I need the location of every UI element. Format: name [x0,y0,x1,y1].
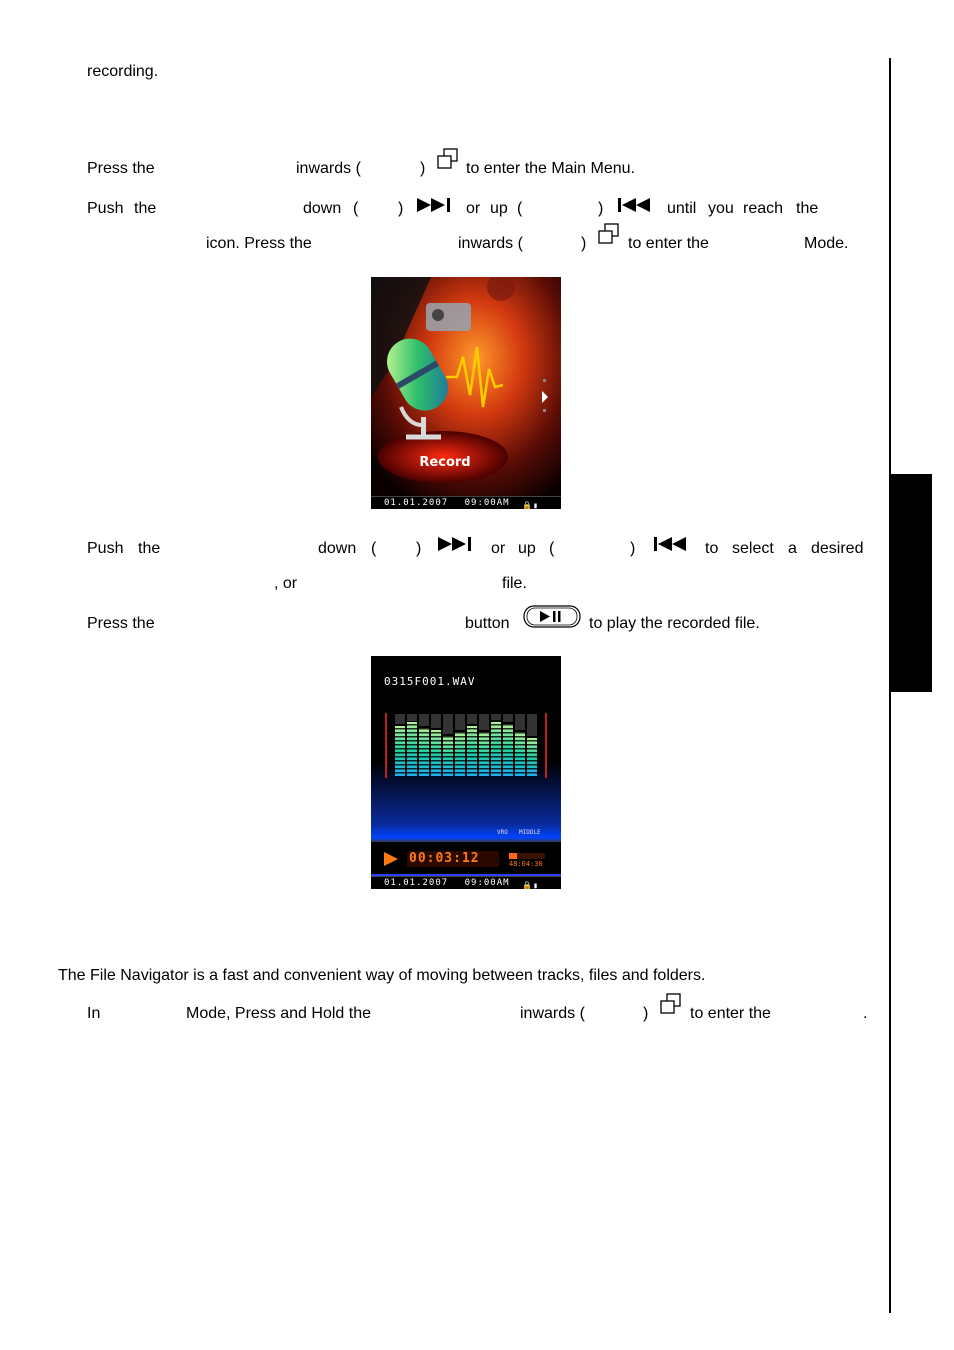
status-time: 09:00AM [464,498,510,508]
text-paren: ) [598,200,604,217]
text-in: In [87,1005,101,1022]
text-press-the: Press the [87,160,155,177]
text-or: or [491,540,506,557]
text-paren: ) [416,540,422,557]
text-push: Push [87,540,124,557]
next-track-icon [437,535,477,553]
eq-preset-label: MIDDLE [519,829,541,836]
record-label: Record [419,455,471,470]
status-date: 01.01.2007 [384,878,449,888]
text-desired: desired [811,540,864,557]
text-a: a [788,540,797,557]
text-mode: Mode. [804,235,849,252]
text-reach: reach [743,200,784,217]
playback-filename: 0315F001.WAV [384,675,476,688]
text-down: down [318,540,357,557]
text-or: , or [274,575,298,592]
text-or: or [466,200,481,217]
text-inwards: inwards ( [520,1005,585,1022]
text-paren: ) [398,200,404,217]
text-you: you [708,200,734,217]
text-icon-press-the: icon. Press the [206,235,312,252]
section-tab [891,474,932,692]
text-paren: ( [371,540,377,557]
text-the: the [134,200,157,217]
playback-screen [371,656,561,889]
text-up: up [490,200,508,217]
text-inwards: inwards ( [296,160,361,177]
lock-battery-icon: 🔒▮ [522,881,539,889]
record-menu-screen [371,277,561,509]
text-period: . [863,1005,868,1022]
text-paren: ) [630,540,636,557]
text-until: until [667,200,697,217]
play-pause-button-icon [523,605,581,629]
text-to: to [705,540,719,557]
text-press-the: Press the [87,615,155,632]
text-paren: ) [643,1005,649,1022]
text-paren: ) [581,235,587,252]
previous-track-icon [652,535,692,553]
text-recording: recording. [87,63,159,80]
enter-icon [437,148,459,170]
text-button: button [465,615,510,632]
text-the: the [138,540,161,557]
elapsed-time: 00:03:12 [409,851,480,866]
next-track-icon [416,196,456,214]
status-time: 09:00AM [464,878,510,888]
text-up: up [518,540,536,557]
text-file-navigator-intro: The File Navigator is a fast and convenient way of moving between tracks, files and folders. [58,967,706,984]
lock-battery-icon: 🔒▮ [522,501,539,509]
text-mode-press-hold: Mode, Press and Hold the [186,1005,371,1022]
text-main-menu: to enter the Main Menu. [466,160,635,177]
eq-mode-label: VRO [497,829,508,836]
text-play-recorded: to play the recorded file. [589,615,760,632]
record-menu-artwork [371,277,561,509]
text-paren: ) [420,160,426,177]
text-down: down [303,200,342,217]
text-to-enter-the: to enter the [690,1005,771,1022]
enter-icon [598,223,620,245]
status-bar [371,496,561,509]
enter-icon [660,993,682,1015]
status-date: 01.01.2007 [384,498,449,508]
previous-track-icon [616,196,656,214]
text-paren: ( [549,540,555,557]
text-file: file. [502,575,527,592]
text-paren: ( [517,200,523,217]
text-the: the [796,200,819,217]
text-push: Push [87,200,124,217]
total-time: 48:04:30 [509,860,543,868]
text-paren: ( [353,200,359,217]
text-select: select [732,540,774,557]
text-to-enter-the: to enter the [628,235,709,252]
status-bar [371,876,561,889]
text-inwards: inwards ( [458,235,523,252]
